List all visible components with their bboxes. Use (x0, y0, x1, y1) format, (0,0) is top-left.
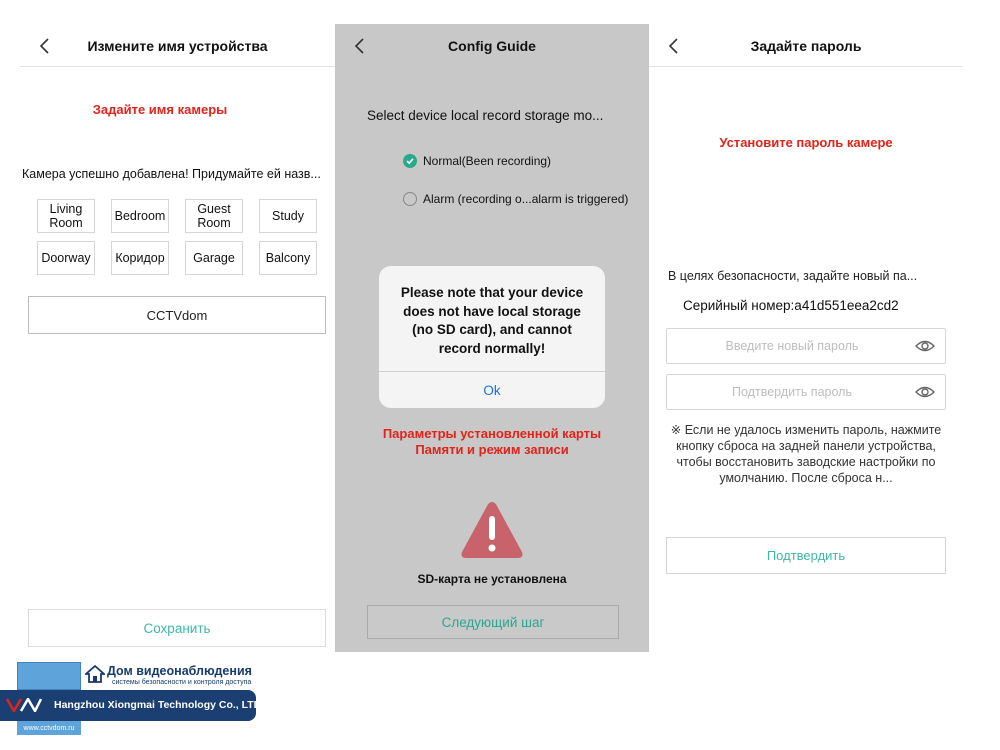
room-chip-doorway[interactable]: Doorway (37, 241, 95, 275)
room-chip-bedroom[interactable]: Bedroom (111, 199, 169, 233)
option-alarm-recording[interactable] (403, 190, 628, 208)
new-password-input[interactable] (667, 329, 917, 363)
set-password-screen (649, 24, 963, 652)
success-message: Камера успешно добавлена! Придумайте ей назв... (22, 167, 321, 181)
confirm-password-input[interactable] (667, 375, 917, 409)
config-guide-screen (335, 24, 649, 652)
next-step-button[interactable]: Следующий шаг (367, 605, 619, 639)
dialog-ok-button[interactable]: Ok (483, 382, 501, 398)
new-password-field (666, 328, 946, 364)
no-sd-card-label: SD-карта не установлена (417, 572, 567, 586)
room-chip-living-room[interactable]: Living Room (37, 199, 95, 233)
confirm-button[interactable]: Подтвердить (666, 537, 946, 574)
watermark-logo-box (17, 662, 81, 690)
annotation-label: Установите пароль камере (719, 135, 893, 150)
option-label: Alarm (recording o...alarm is triggered) (423, 192, 629, 206)
room-chip-guest-room[interactable]: Guest Room (185, 199, 243, 233)
option-label: Normal(Been recording) (423, 154, 552, 168)
no-sd-card-dialog (379, 266, 605, 408)
xm-logo-icon (6, 698, 42, 712)
watermark-tagline: системы безопасности и контроля доступа (112, 679, 252, 686)
watermark-url: www.cctvdom.ru (23, 724, 75, 732)
header (20, 24, 335, 67)
checked-radio-icon (403, 154, 417, 168)
header (649, 24, 963, 67)
device-name-input[interactable]: CCTVdom (28, 296, 326, 334)
room-chip-garage[interactable]: Garage (185, 241, 243, 275)
watermark-brand: Дом видеонаблюдения (107, 664, 252, 678)
house-icon (85, 665, 105, 683)
room-chip-study[interactable]: Study (259, 199, 317, 233)
watermark-company-bar (0, 690, 262, 721)
rename-device-screen (20, 24, 335, 652)
watermark-url-box (17, 721, 81, 735)
page-title: Задайте пароль (750, 38, 862, 54)
annotation-label: Задайте имя камеры (92, 102, 228, 117)
dialog-message: Please note that your device does not have local storage (no SD card), and cannot record normally! (400, 285, 584, 356)
security-info-text: В целях безопасности, задайте новый па... (668, 269, 918, 283)
reset-note: ※ Если не удалось изменить пароль, нажмите кнопку сброса на задней панели устройства, чтобы восстановить заводские настройки по умолчанию. После сброса н... (670, 423, 942, 485)
warning-triangle-icon (459, 499, 525, 561)
eye-icon[interactable] (915, 384, 935, 400)
option-normal-recording[interactable] (403, 152, 551, 170)
header (335, 24, 649, 67)
watermark (0, 660, 260, 740)
unchecked-radio-icon (403, 192, 417, 206)
confirm-password-field (666, 374, 946, 410)
eye-icon[interactable] (915, 338, 935, 354)
room-chip-balcony[interactable]: Balcony (259, 241, 317, 275)
annotation-label: Параметры установленной карты Памяти и режим записи (382, 426, 602, 457)
serial-number: Серийный номер:a41d551eea2cd2 (683, 298, 899, 313)
save-button[interactable]: Сохранить (28, 609, 326, 647)
storage-mode-prompt: Select device local record storage mo... (367, 108, 604, 123)
page-title: Config Guide (448, 38, 536, 54)
page-title: Измените имя устройства (87, 38, 268, 54)
room-chip-corridor[interactable]: Коридор (111, 241, 169, 275)
watermark-company: Hangzhou Xiongmai Technology Co., LTD (54, 699, 262, 711)
